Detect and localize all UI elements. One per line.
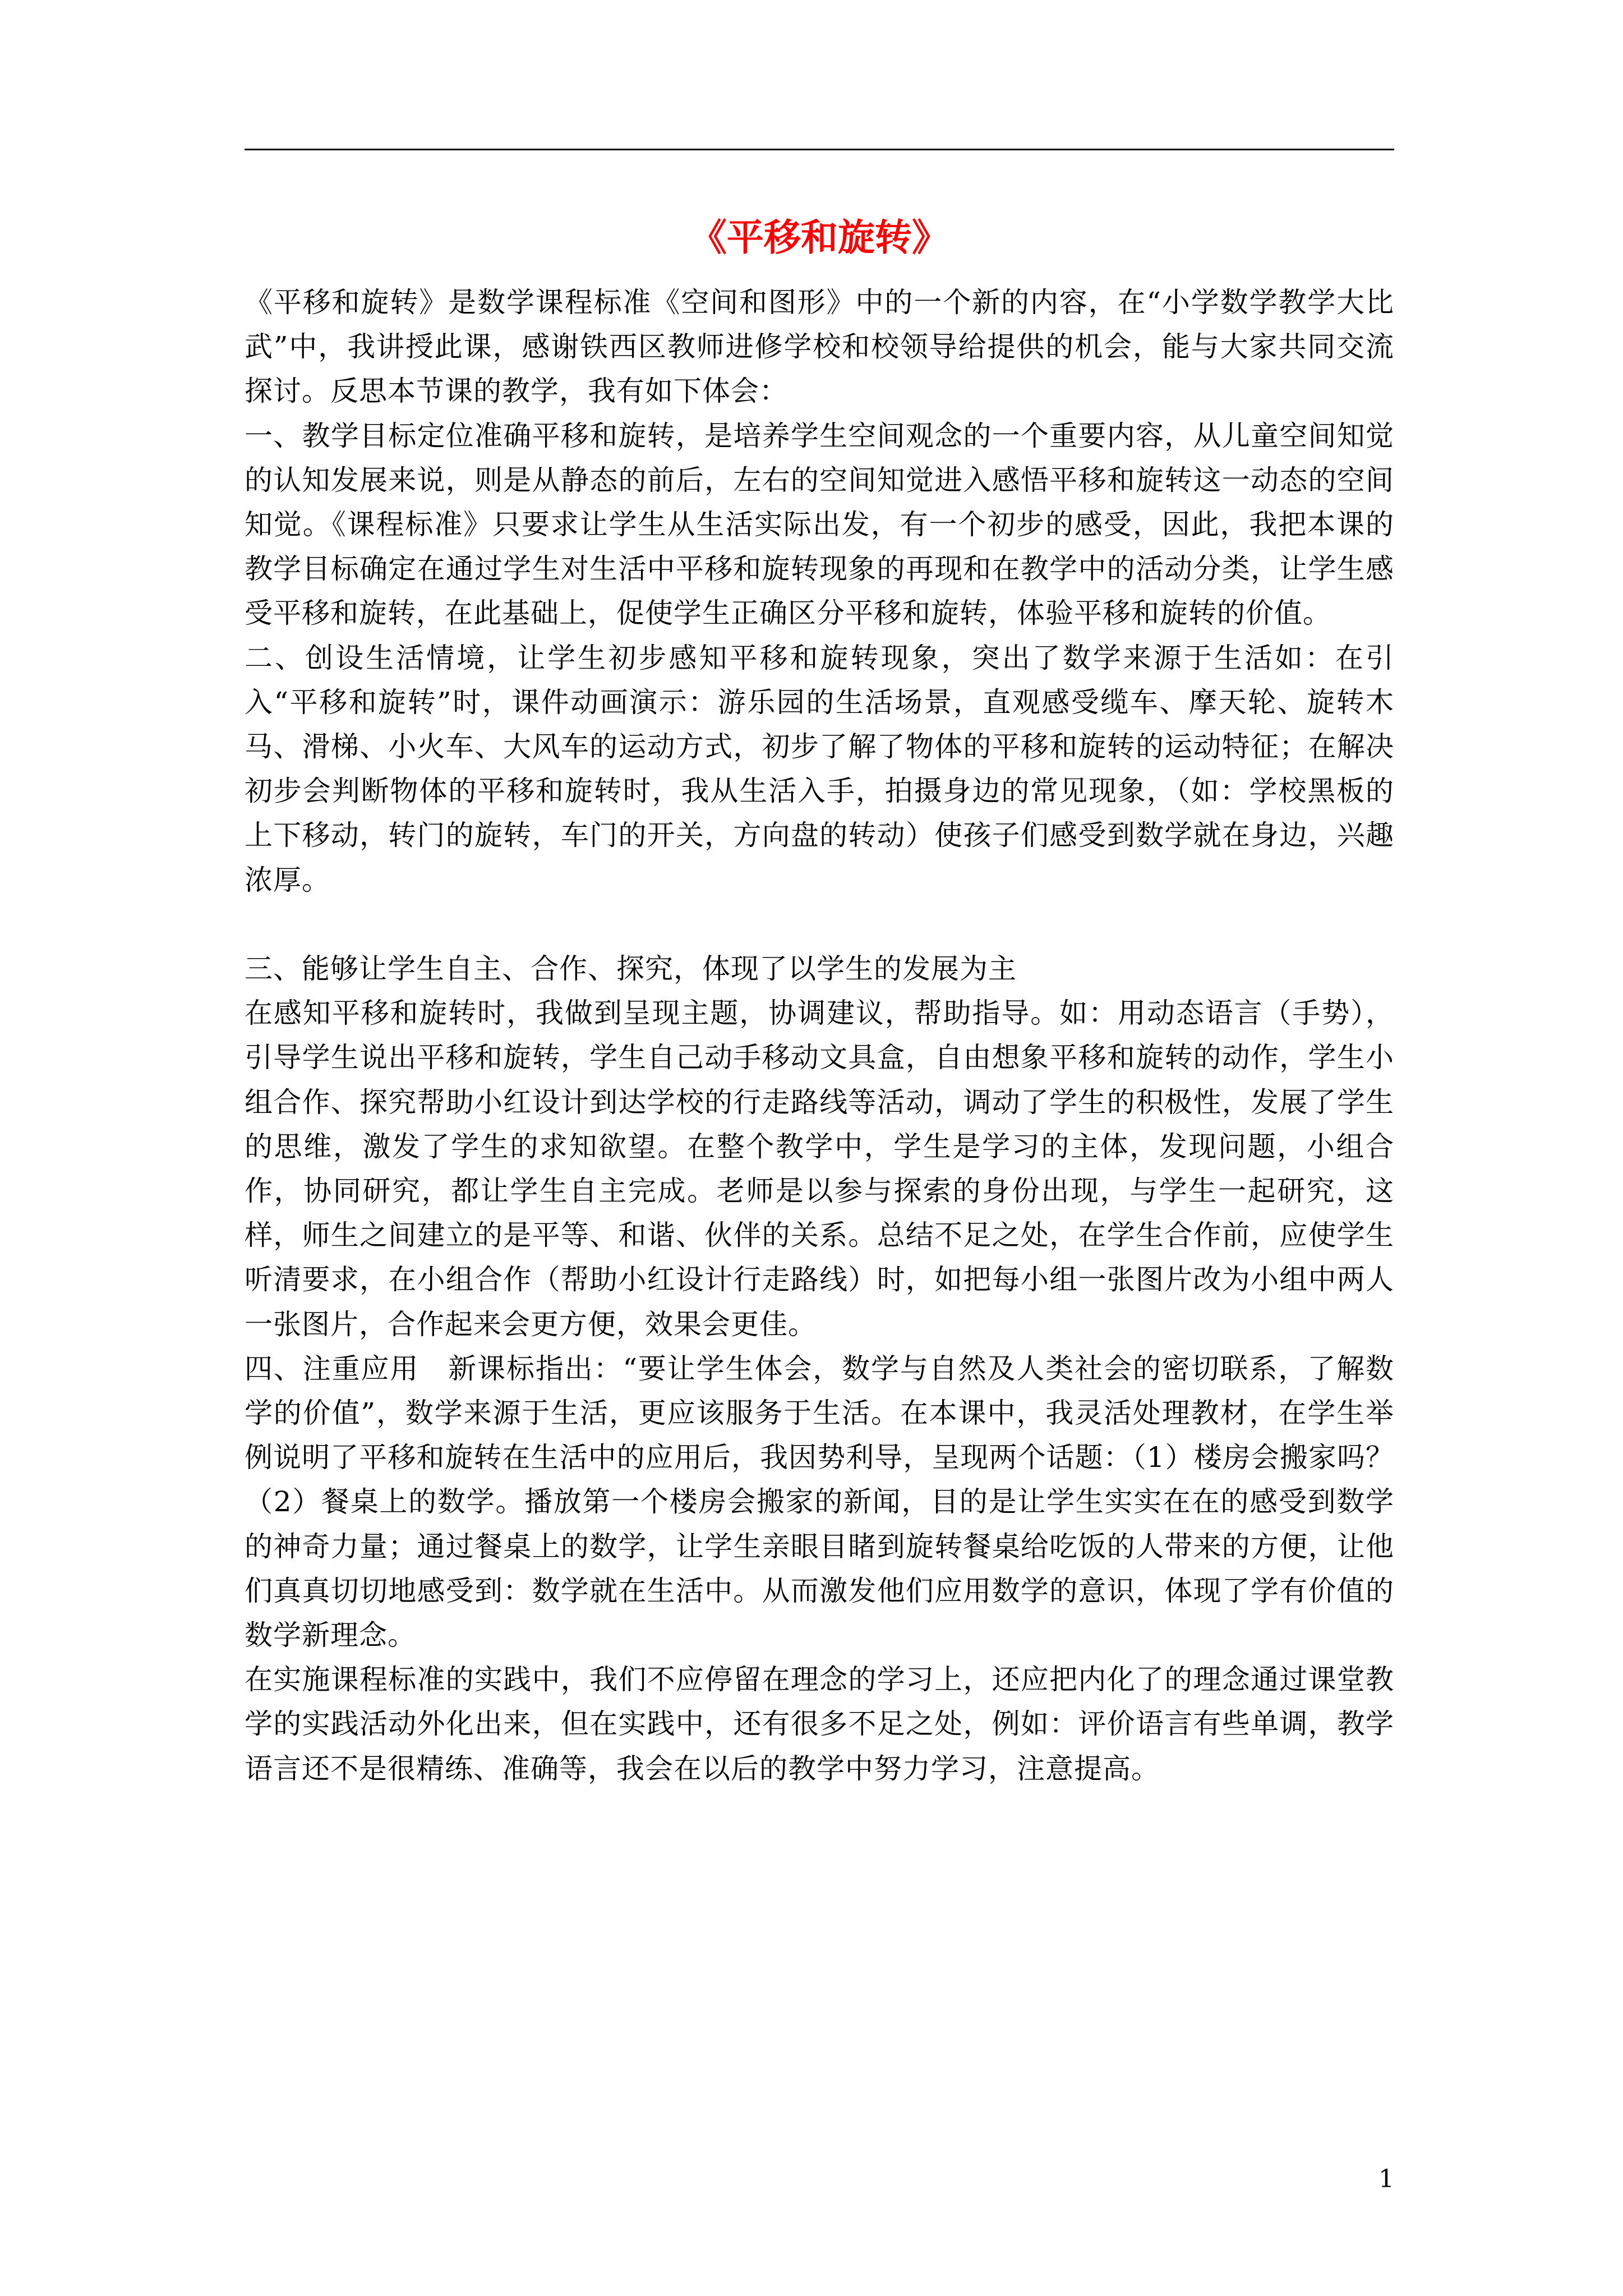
section-3-heading: 三、能够让学生自主、合作、探究，体现了以学生的发展为主: [245, 953, 1017, 986]
section-2-paragraph: 二、创设生活情境，让学生初步感知平移和旋转现象，突出了数学来源于生活如：在引入“平移和旋转”时，课件动画演示：游乐园的生活场景，直观感受缆车、摩天轮、旋转木马、滑梯、小火车、大风车的运动方式，初步了解了物体的平移和旋转的运动特征；在解决初步会判断物体的平移和旋转时，我从生活入手，拍摄身边的常见现象，（如：学校黑板的上下移动，转门的旋转，车门的开关，方向盘的转动）使孩子们感受到数学就在身边，兴趣浓厚。: [245, 641, 1394, 896]
section-1-paragraph: 一、教学目标定位准确平移和旋转，是培养学生空间观念的一个重要内容，从儿童空间知觉的认知发展来说，则是从静态的前后，左右的空间知觉进入感悟平移和旋转这一动态的空间知觉。《课程标准》只要求让学生从生活实际出发，有一个初步的感受，因此，我把本课的教学目标确定在通过学生对生活中平移和旋转现象的再现和在教学中的活动分类，让学生感受平移和旋转，在此基础上，促使学生正确区分平移和旋转，体验平移和旋转的价值。: [245, 419, 1394, 630]
section-4-paragraph: 四、注重应用 新课标指出：“要让学生体会，数学与自然及人类社会的密切联系，了解数学的价值”，数学来源于生活，更应该服务于生活。在本课中，我灵活处理教材，在学生举例说明了平移和旋转在生活中的应用后，我因势利导，呈现两个话题：（1）楼房会搬家吗？（2）餐桌上的数学。播放第一个楼房会搬家的新闻，目的是让学生实实在在的感受到数学的神奇力量；通过餐桌上的数学，让学生亲眼目睹到旋转餐桌给吃饭的人带来的方便，让他们真真切切地感受到：数学就在生活中。从而激发他们应用数学的意识，体现了学有价值的数学新理念。: [245, 1352, 1394, 1652]
header-rule: [245, 149, 1394, 150]
document-title: 《平移和旋转》: [690, 215, 949, 259]
document-body: [245, 280, 1394, 1791]
blank-line: [245, 903, 1394, 947]
intro-paragraph: 《平移和旋转》是数学课程标准《空间和图形》中的一个新的内容，在“小学数学教学大比武”中，我讲授此课，感谢铁西区教师进修学校和校领导给提供的机会，能与大家共同交流探讨。反思本节课的教学，我有如下体会：: [245, 286, 1394, 408]
closing-paragraph: 在实施课程标准的实践中，我们不应停留在理念的学习上，还应把内化了的理念通过课堂教学的实践活动外化出来，但在实践中，还有很多不足之处，例如：评价语言有些单调，教学语言还不是很精练、准确等，我会在以后的教学中努力学习，注意提高。: [245, 1663, 1394, 1785]
section-3-paragraph: 在感知平移和旋转时，我做到呈现主题，协调建议，帮助指导。如：用动态语言（手势），引导学生说出平移和旋转，学生自己动手移动文具盒，自由想象平移和旋转的动作，学生小组合作、探究帮助小红设计到达学校的行走路线等活动，调动了学生的积极性，发展了学生的思维，激发了学生的求知欲望。在整个教学中，学生是学习的主体，发现问题，小组合作，协同研究，都让学生自主完成。老师是以参与探索的身份出现，与学生一起研究，这样，师生之间建立的是平等、和谐、伙伴的关系。总结不足之处，在学生合作前，应使学生听清要求，在小组合作（帮助小红设计行走路线）时，如把每小组一张图片改为小组中两人一张图片，合作起来会更方便，效果会更佳。: [245, 997, 1394, 1341]
page-number: 1: [1378, 2165, 1394, 2193]
